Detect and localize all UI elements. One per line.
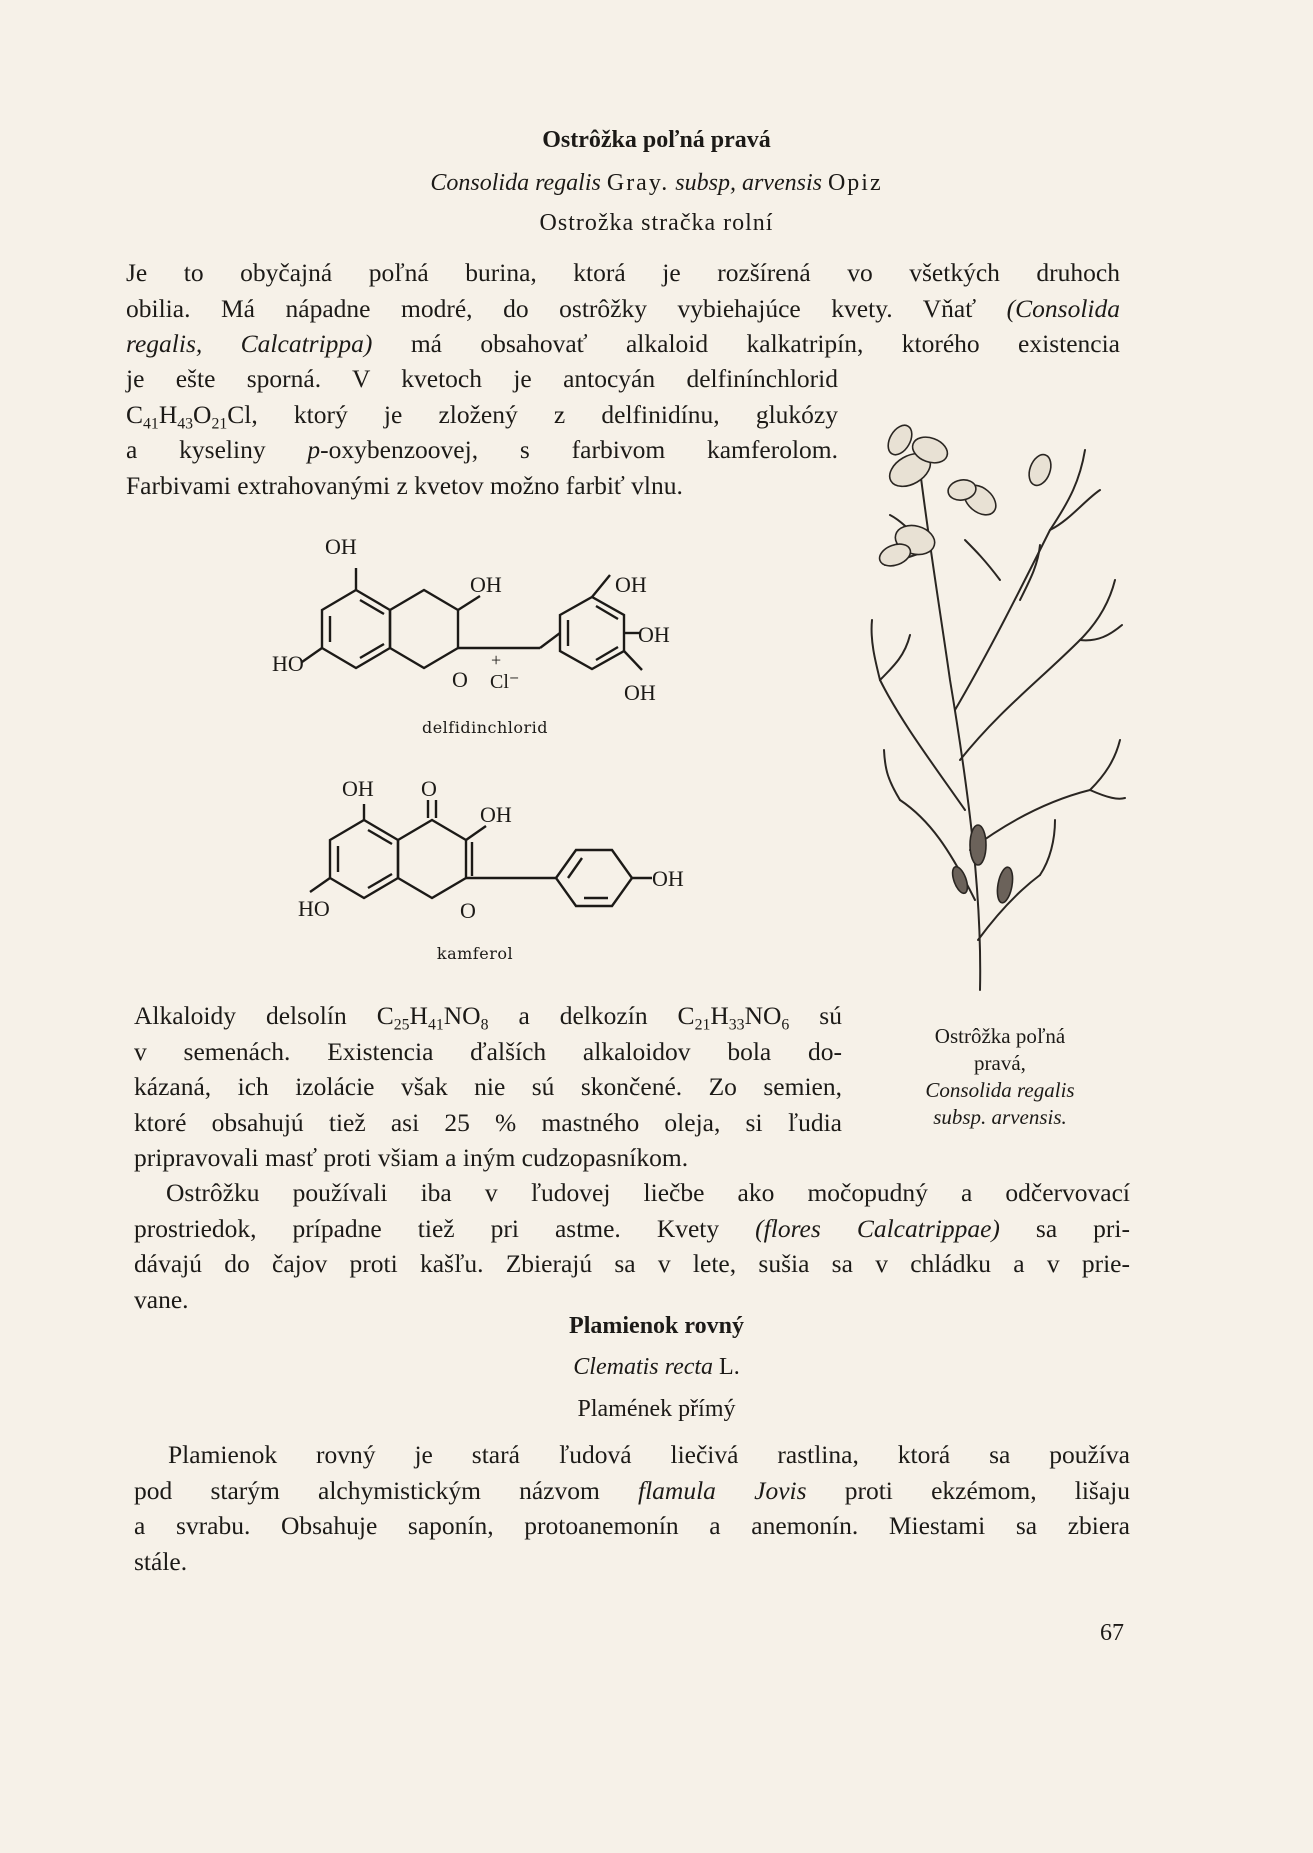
czech-name: Plamének přímý [577,1396,736,1422]
figure-caption [880,1023,1120,1131]
caption-line: pravá, [974,1051,1026,1075]
text-line: Ostrôžku používali iba v ľudovej liečbe ako močopudný a odčervovací [166,1178,1130,1207]
oh-label: OH [615,572,647,597]
paragraph-clematis [134,1437,1130,1579]
caption-line: Ostrôžka poľná [934,1024,1066,1048]
oh-label: OH [470,572,502,597]
text-line: v semenách. Existencia ďalších alkaloidov bola do- [134,1036,842,1066]
oh-label: OH [638,622,670,647]
kamferol-structure [290,776,730,940]
paragraph-alkaloids [134,998,842,1176]
text-line: Plamienok rovný je stará ľudová liečivá rastlina, ktorá sa používa [168,1440,1130,1469]
text-line: Je to obyčajná poľná burina, ktorá je rozšírená vo všetkých druhoch [126,258,1120,287]
text-line: obilia. Má nápadne modré, do ostrôžky vybiehajúce kvety. Vňať (Consolida [126,293,1120,323]
text-line: dávajú do čajov proti kašľu. Zbierajú sa v lete, sušia sa v chládku a v prie- [134,1249,1130,1278]
page-number: 67 [1100,1620,1124,1646]
text-line: Farbivami extrahovanými z kvetov možno farbiť vlnu. [126,470,683,500]
paragraph-usage [134,1175,1130,1317]
ring-oxygen-label: O [452,667,468,692]
text-line: ktoré obsahujú tiež asi 25 % mastného oleja, si ľudia [134,1107,842,1137]
oh-label: OH [480,802,512,827]
latin-name [0,1352,1313,1383]
chloride-label: Cl⁻ [490,671,520,693]
caption-line: Consolida regalis [925,1078,1075,1102]
text-line: pripravovali masť proti všiam a iným cudzopasníkom. [134,1143,689,1172]
carbonyl-oxygen-label: O [421,776,437,801]
section-title: Plamienok rovný [569,1313,744,1339]
text-line: $C_{41}H_{43}O_{21}Cl$, ktorý je zložený z delfinidínu, glukózy [126,399,838,433]
oh-label: OH [342,776,374,801]
oh-label: OH [652,866,684,891]
plus-charge: + [491,650,502,670]
text-line: a kyseliny p-oxybenzoovej, s farbivom kamferolom. [126,435,838,464]
text-line: pod starým alchymistickým názvom flamula Jovis proti ekzémom, lišaju [134,1475,1130,1505]
delfidinchlorid-structure [272,530,730,750]
text-line: je ešte sporná. V kvetoch je antocyán delfinínchlorid [126,364,838,393]
oh-label: OH [325,534,357,559]
ho-label: HO [298,896,330,921]
latin-name [0,168,1313,199]
text-line: regalis, Calcatrippa) má obsahovať alkaloid kalkatripín, ktorého existencia [126,329,1121,358]
caption-line: subsp. arvensis. [933,1105,1067,1129]
latin-subspecies: subsp, arvensis [675,170,822,196]
czech-name: Ostrožka stračka rolní [539,210,774,236]
paragraph-intro-cont [126,361,838,503]
section-title: Ostrôžka poľná pravá [542,127,771,153]
latin-genus: Clematis recta [573,1354,714,1380]
structure-name: kamferol [436,944,514,963]
latin-genus: Consolida regalis [430,170,601,196]
ring-oxygen-label: O [460,898,476,923]
text-line: stále. [134,1546,188,1576]
structure-name: delfidinchlorid [421,718,549,737]
text-line: prostriedok, prípadne tiež pri astme. Kvety (flores Calcatrippae) sa pri- [134,1213,1130,1243]
latin-author: Gray. [606,170,670,196]
ho-label: HO [272,651,304,676]
text-line: Alkaloidy delsolín $C_{25}H_{41}NO_8$ a delkozín $C_{21}H_{33}NO_6$ sú [134,1001,842,1034]
text-line: a svrabu. Obsahuje saponín, protoanemonín a anemonín. Miestami sa zbiera [134,1511,1130,1540]
paragraph-intro [126,255,1120,362]
oh-label: OH [624,680,656,705]
plant-illustration [870,380,1130,1010]
text-line: vane. [134,1284,189,1314]
text-line: kázaná, ich izolácie však nie sú skončené. Zo semien, [134,1072,842,1101]
latin-subspecies-author: Opiz [827,170,883,196]
latin-author: L. [719,1354,740,1380]
